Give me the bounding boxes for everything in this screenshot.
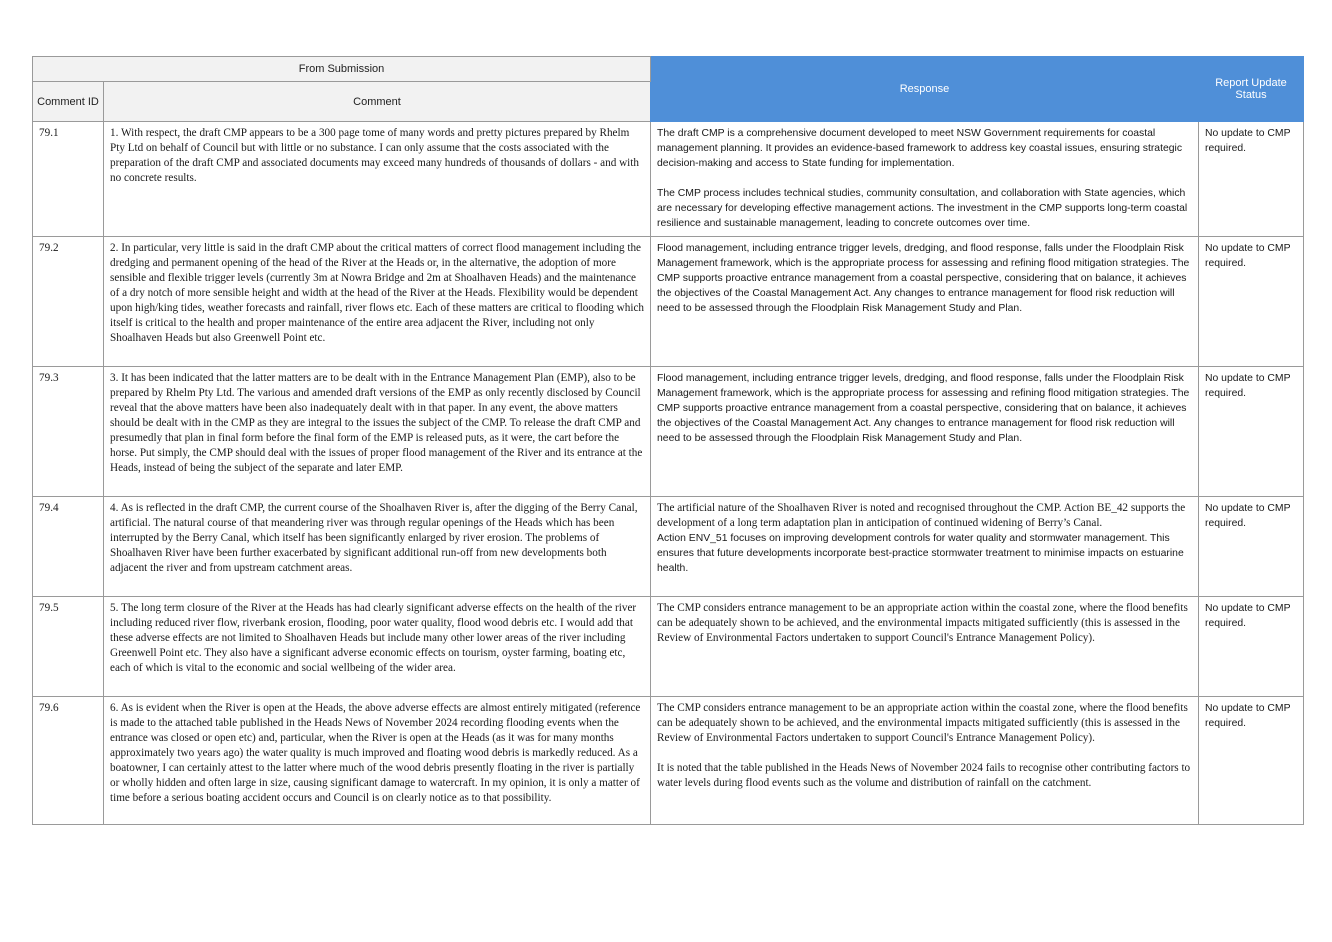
comment-text: 2. In particular, very little is said in the draft CMP about the critical matters of correct flood management including the dredging and permanent opening of the head of the River at the Heads or, in the alternative, the adoption of more sensible and flexible trigger levels (currently 3m at Nowra Bridge and 2m at Shoalhaven Heads) and the maintenance of a dry notch of more sensible height and width at the head of the River at the Heads. Flexibility would be dependent upon high/king tides, weather forecasts and rainfall, river flows etc. Each of these matters are critical to flooding which itself is critical to the health and proper maintenance of the entire area adjacent the River, including not only Shoalhaven Heads but also Greenwell Point etc. bbox=[110, 242, 645, 344]
comment-header: Comment bbox=[104, 82, 651, 122]
comment-cell bbox=[104, 597, 651, 697]
response-paragraph: Flood management, including entrance trigger levels, dredging, and flood response, falls under the Floodplain Risk Management framework, which is the appropriate process for assessing and refining flood mitigation strategies. The CMP supports proactive entrance management from a coastal perspective, considering that on balance, it achieves the objectives of the Coastal Management Act. Any changes to entrance management for flood risk reduction will need to be assessed through the Floodplain Risk Management Study and Plan. bbox=[657, 373, 1190, 444]
response-paragraph: The artificial nature of the Shoalhaven River is noted and recognised throughout the CMP. Action BE_42 supports the development of a long term adaptation plan in anticipation of continued widening of Berry’s Canal. bbox=[657, 502, 1186, 529]
status-text: No update to CMP required. bbox=[1205, 503, 1291, 529]
response-cell bbox=[651, 367, 1199, 497]
response-cell bbox=[651, 697, 1199, 825]
status-cell bbox=[1199, 122, 1304, 237]
status-text: No update to CMP required. bbox=[1205, 603, 1291, 629]
status-cell bbox=[1199, 367, 1304, 497]
comment-cell bbox=[104, 122, 651, 237]
comment-id-header: Comment ID bbox=[33, 82, 104, 122]
comment-text: 4. As is reflected in the draft CMP, the current course of the Shoalhaven River is, after the digging of the Berry Canal, artificial. The natural course of that meandering river was through regular openings of the Heads which has been interrupted by the Berry Canal, which itself has been significantly enlarged by river erosion. The problems of Shoalhaven River have been further exacerbated by significant additional run-off from new developments both adjacent the river and from upstream catchment areas. bbox=[110, 502, 638, 574]
table-row bbox=[33, 367, 1304, 497]
comment-text: 3. It has been indicated that the latter matters are to be dealt with in the Entrance Management Plan (EMP), also to be prepared by Rhelm Pty Ltd. The various and amended draft versions of the EMP as only recently disclosed by Council reveal that the above matters have been also inadequately dealt with in that paper. In any event, the above matters should be dealt with in the CMP as they are integral to the issues the subject of the CMP. To release the draft CMP and presumedly that plan in final form before the final form of the EMP is released puts, as it were, the cart before the horse. Put simply, the CMP should deal with the issues of proper flood management of the River and its entrance at the Heads, instead of being the subject of the separate and later EMP. bbox=[110, 372, 643, 474]
comment-text: 1. With respect, the draft CMP appears to be a 300 page tome of many words and pretty pictures prepared by Rhelm Pty Ltd on behalf of Council but with little or no substance. I can only assume that the costs associated with the preparation of the draft CMP and associated documents may exceed many hundreds of thousands of dollars - and with no concrete results. bbox=[110, 127, 639, 184]
submission-response-table-container bbox=[32, 56, 1303, 825]
response-paragraph: Action ENV_51 focuses on improving development controls for water quality and stormwater management. This ensures that future developments incorporate best-practice stormwater treatment to minimise impacts on estuarine health. bbox=[657, 533, 1184, 574]
response-cell bbox=[651, 237, 1199, 367]
response-paragraph: The CMP process includes technical studies, community consultation, and collaboration with State agencies, which are necessary for developing effective management actions. The investment in the CMP supports long-term coastal resilience and sustainable management, leading to concrete outcomes over time. bbox=[657, 188, 1188, 229]
comment-text: 5. The long term closure of the River at the Heads has had clearly significant adverse effects on the health of the river including reduced river flow, riverbank erosion, flooding, poor water quality, flood wood debris etc. I would add that these adverse effects are not limited to Shoalhaven Heads but include many other lower areas of the river including Greenwell Point etc. They also have a significant adverse economic effects on tourism, oyster farming, boating etc, each of which is vital to the economic and social wellbeing of the wider area. bbox=[110, 602, 637, 674]
table-row bbox=[33, 697, 1304, 825]
status-text: No update to CMP required. bbox=[1205, 128, 1291, 154]
response-paragraph: The draft CMP is a comprehensive document developed to meet NSW Government requirements for coastal management planning. It provides an evidence-based framework to address key coastal issues, ensuring strategic decision-making and access to State funding for implementation. bbox=[657, 128, 1183, 169]
comment-cell bbox=[104, 697, 651, 825]
response-paragraph: The CMP considers entrance management to be an appropriate action within the coastal zone, where the flood benefits can be adequately shown to be achieved, and the environmental impacts mitigated sufficiently (this is assessed in the Review of Environmental Factors undertaken to support Council's Entrance Management Policy). bbox=[657, 702, 1188, 744]
comment-cell bbox=[104, 237, 651, 367]
comment-id-cell: 79.5 bbox=[33, 597, 104, 697]
comment-id-cell: 79.1 bbox=[33, 122, 104, 237]
table-row bbox=[33, 497, 1304, 597]
comment-cell bbox=[104, 367, 651, 497]
table-row bbox=[33, 237, 1304, 367]
response-cell bbox=[651, 597, 1199, 697]
response-paragraph: Flood management, including entrance trigger levels, dredging, and flood response, falls under the Floodplain Risk Management framework, which is the appropriate process for assessing and refining flood mitigation strategies. The CMP supports proactive entrance management from a coastal perspective, considering that on balance, it achieves the objectives of the Coastal Management Act. Any changes to entrance management for flood risk reduction will need to be assessed through the Floodplain Risk Management Study and Plan. bbox=[657, 243, 1190, 314]
response-cell bbox=[651, 497, 1199, 597]
report-update-status-header: Report Update Status bbox=[1199, 57, 1304, 122]
comment-cell bbox=[104, 497, 651, 597]
table-row bbox=[33, 122, 1304, 237]
table-row bbox=[33, 597, 1304, 697]
response-cell bbox=[651, 122, 1199, 237]
comment-id-cell: 79.2 bbox=[33, 237, 104, 367]
response-header: Response bbox=[651, 57, 1199, 122]
submission-response-table bbox=[32, 56, 1304, 825]
comment-id-cell: 79.4 bbox=[33, 497, 104, 597]
status-cell bbox=[1199, 697, 1304, 825]
status-cell bbox=[1199, 597, 1304, 697]
status-cell bbox=[1199, 497, 1304, 597]
comment-text: 6. As is evident when the River is open at the Heads, the above adverse effects are almost entirely mitigated (reference is made to the attached table published in the Heads News of November 2024 recording flooding events when the entrance was closed or open etc) and, particular, when the River is open at the Heads (as it was for many months approximately two years ago) the water quality is much improved and floating wood debris is markedly reduced. As a boatowner, I can certainly attest to the latter where much of the wood debris presently floating in the river is partially or wholly hidden and often large in size, causing significant damage to watercraft. In my opinion, it is only a matter of time before a serious boating accident occurs and Council is on clearly notice as to that possibility. bbox=[110, 702, 641, 804]
response-paragraph: It is noted that the table published in the Heads News of November 2024 fails to recognise other contributing factors to water levels during flood events such as the volume and distribution of rainfall on the catchment. bbox=[657, 762, 1191, 789]
status-text: No update to CMP required. bbox=[1205, 703, 1291, 729]
status-text: No update to CMP required. bbox=[1205, 243, 1291, 269]
from-submission-header: From Submission bbox=[33, 57, 651, 82]
status-text: No update to CMP required. bbox=[1205, 373, 1291, 399]
comment-id-cell: 79.6 bbox=[33, 697, 104, 825]
comment-id-cell: 79.3 bbox=[33, 367, 104, 497]
response-paragraph: The CMP considers entrance management to be an appropriate action within the coastal zone, where the flood benefits can be adequately shown to be achieved, and the environmental impacts mitigated sufficiently (this is assessed in the Review of Environmental Factors undertaken to support Council's Entrance Management Policy). bbox=[657, 602, 1188, 644]
status-cell bbox=[1199, 237, 1304, 367]
